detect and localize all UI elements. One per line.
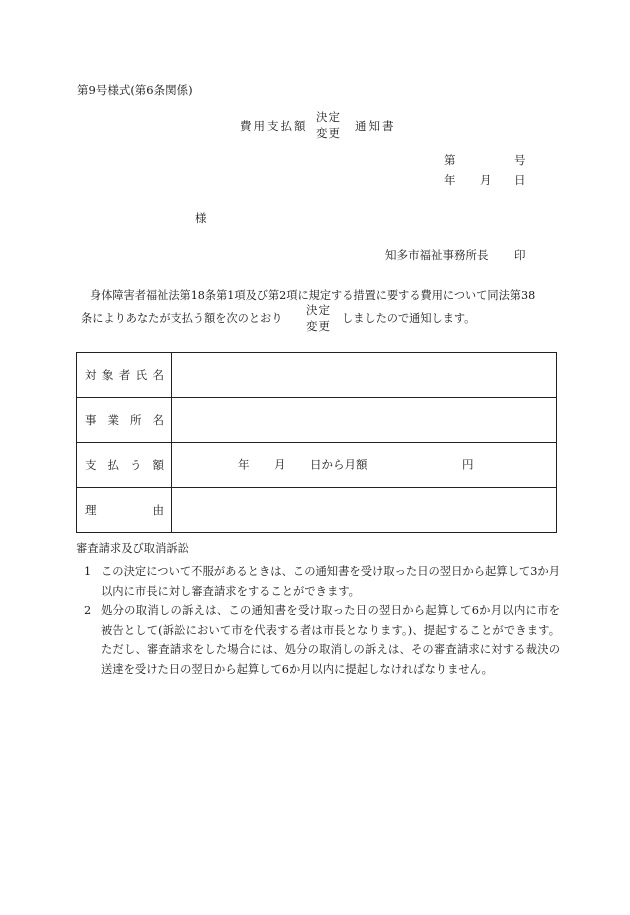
label-char: 額 xyxy=(152,458,164,472)
issuer-seal: 印 xyxy=(514,248,526,262)
ref-dai: 第 xyxy=(444,153,456,167)
title-options xyxy=(316,112,341,139)
date-year: 年 xyxy=(444,173,456,187)
appeal-notes xyxy=(76,543,560,679)
label-char: 理 xyxy=(85,503,97,517)
note-number: 2 xyxy=(84,604,92,618)
label-char: う xyxy=(130,458,142,472)
note-item xyxy=(76,601,560,679)
note-number: 1 xyxy=(84,565,92,579)
table-row xyxy=(77,443,557,488)
body-line-2-pre: 条によりあなたが支払う額を次のとおり xyxy=(81,312,283,325)
note-item xyxy=(76,562,560,601)
label-char: 氏 xyxy=(135,368,148,382)
label-char: 所 xyxy=(130,413,142,427)
label-char: 象 xyxy=(101,368,114,382)
title-option-decision: 決定 xyxy=(316,110,341,124)
body-option-decision: 決定 xyxy=(306,303,331,317)
table-row xyxy=(77,488,557,533)
table-row xyxy=(77,353,557,398)
body-line-1: 身体障害者福祉法第18条第1項及び第2項に規定する措置に要する費用について同法第38 xyxy=(90,289,536,302)
label-reason xyxy=(77,488,172,533)
table-row xyxy=(77,398,557,443)
form-number: 第9号様式(第6条関係) xyxy=(77,83,193,97)
payment-year: 年 xyxy=(238,457,250,472)
notice-table xyxy=(76,352,557,533)
label-subject-name xyxy=(77,353,172,398)
title-prefix: 費用支払額 xyxy=(240,119,308,133)
body-option-change: 変更 xyxy=(306,318,331,333)
date-month: 月 xyxy=(480,173,492,187)
label-char: 名 xyxy=(152,413,164,427)
value-payment-amount xyxy=(172,443,557,488)
label-char: 支 xyxy=(85,458,97,472)
ref-go: 号 xyxy=(514,153,526,167)
payment-yen: 円 xyxy=(462,457,474,472)
note-text: 処分の取消しの訴えは、この通知書を受け取った日の翌日から起算して6か月以内に市を被告として(訴訟において市を代表する者は市長となります。)、提起することができます。ただし、審査請求をした場合には、処分の取消しの訴えは、その審査請求に対する裁決の送達を受けた日の翌日から起算して6か月以内に提起しなければなりません。 xyxy=(101,604,560,676)
label-payment-amount xyxy=(77,443,172,488)
label-char: 業 xyxy=(107,413,119,427)
value-facility-name xyxy=(172,398,557,443)
label-char: 払 xyxy=(107,458,119,472)
notes-heading: 審査請求及び取消訴訟 xyxy=(76,542,189,555)
label-facility-name xyxy=(77,398,172,443)
payment-month: 月 xyxy=(274,457,286,472)
label-char: 者 xyxy=(118,368,131,382)
title-suffix: 通知書 xyxy=(355,119,396,133)
payment-from-monthly: 日から月額 xyxy=(310,457,368,472)
label-char: 対 xyxy=(85,368,97,382)
label-char: 名 xyxy=(152,368,164,382)
body-line-2-post: しましたので通知します。 xyxy=(342,312,476,325)
value-reason xyxy=(172,488,557,533)
issuer-name: 知多市福祉事務所長 xyxy=(385,248,489,262)
label-char: 由 xyxy=(152,503,164,517)
body-options xyxy=(306,305,331,332)
value-subject-name xyxy=(172,353,557,398)
addressee-honorific: 様 xyxy=(195,211,207,225)
note-text: この決定について不服があるときは、この通知書を受け取った日の翌日から起算して3か月以内に市長に対し審査請求をすることができます。 xyxy=(101,565,560,598)
date-day: 日 xyxy=(514,173,526,187)
label-char: 事 xyxy=(85,413,97,427)
title-option-change: 変更 xyxy=(316,125,341,140)
